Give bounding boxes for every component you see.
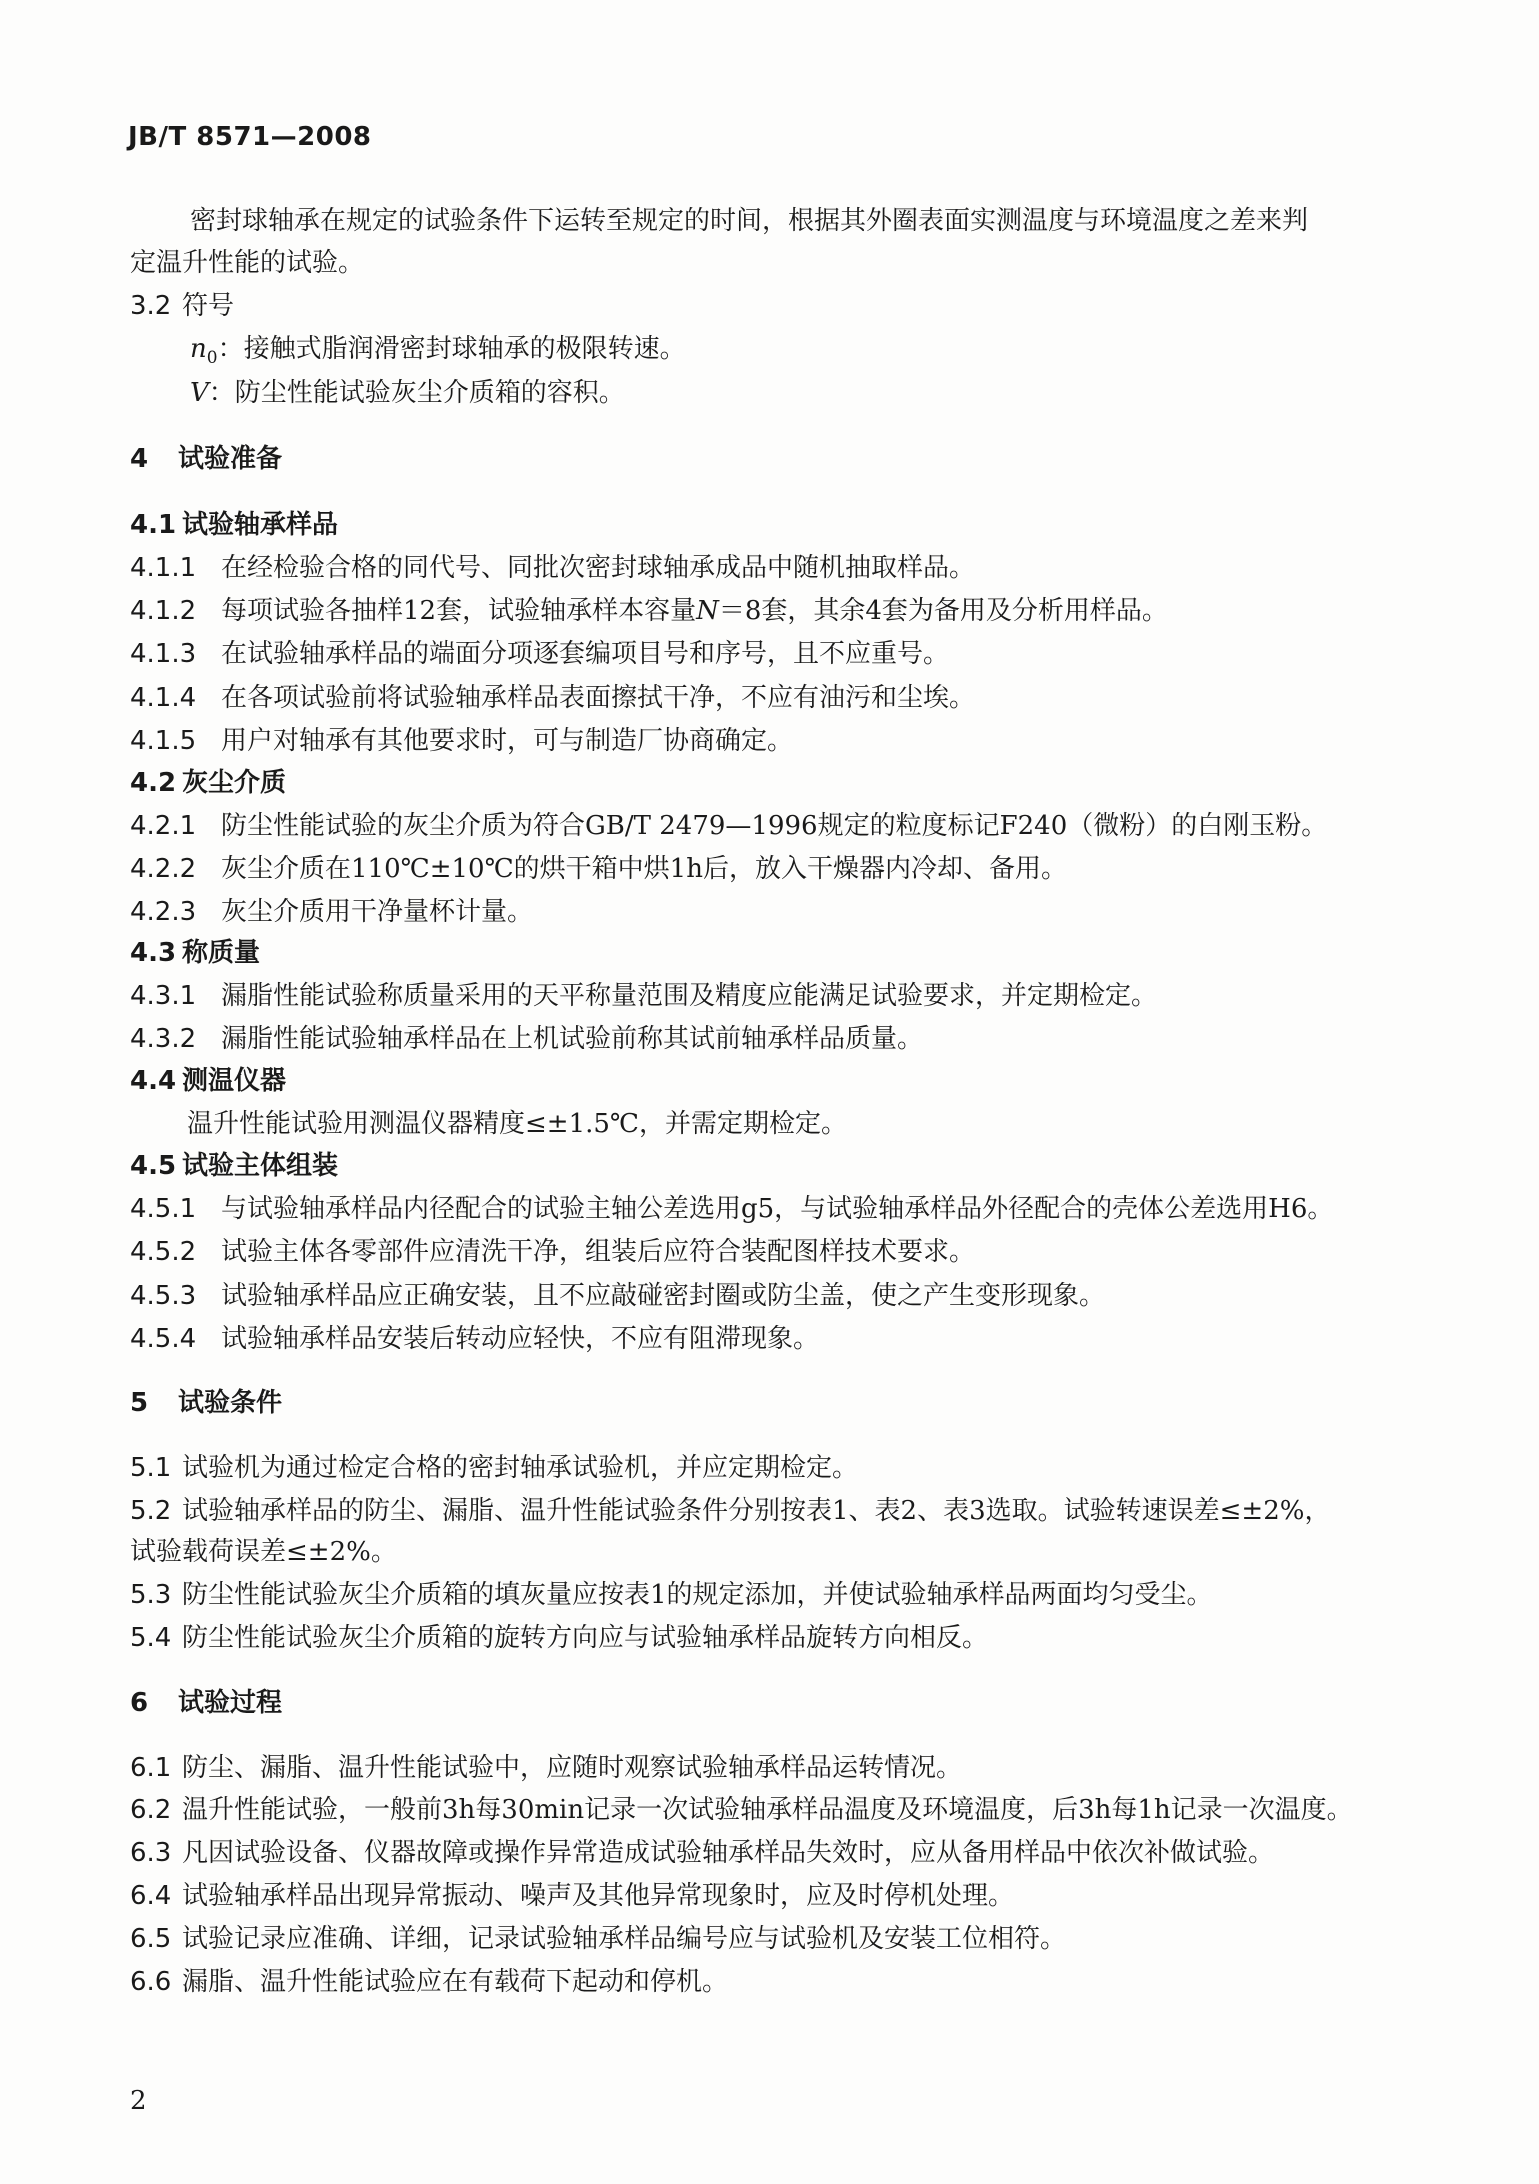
clause-4-5-3 [130, 1279, 1105, 1313]
symbol-n0-definition [190, 332, 686, 375]
clause-number: 4.1.5 [130, 726, 197, 756]
section-4-3-heading [130, 936, 260, 970]
clause-number: 4.1.2 [130, 596, 197, 626]
clause-number: 5.1 [130, 1453, 172, 1483]
clause-6-4 [130, 1879, 1014, 1913]
section-number: 4.2 [130, 768, 177, 798]
clause-text: 凡因试验设备、仪器故障或操作异常造成试验轴承样品失效时，应从备用样品中依次补做试验。 [182, 1838, 1275, 1868]
section-title: 试验过程 [178, 1688, 283, 1718]
clause-4-2-3 [130, 895, 533, 929]
section-4-4-heading [130, 1064, 286, 1098]
clause-number: 4.5.1 [130, 1194, 197, 1224]
clause-number: 6.5 [130, 1924, 172, 1954]
clause-number: 4.1.3 [130, 639, 197, 669]
symbol-subscript: 0 [206, 348, 218, 369]
section-title: 灰尘介质 [182, 768, 287, 798]
clause-number: 4.3.1 [130, 981, 197, 1011]
clause-4-2-2 [130, 852, 1067, 886]
clause-4-4-text: 温升性能试验用测温仪器精度≤±1.5℃，并需定期检定。 [187, 1109, 848, 1139]
section-3-2-heading [130, 289, 234, 323]
clause-text: 防尘、漏脂、温升性能试验中，应随时观察试验轴承样品运转情况。 [182, 1753, 963, 1783]
section-title: 试验条件 [178, 1388, 283, 1418]
symbol-v-text: ：防尘性能试验灰尘介质箱的容积。 [208, 378, 625, 408]
clause-text: 与试验轴承样品内径配合的试验主轴公差选用g5，与试验轴承样品外径配合的壳体公差选用H6。 [221, 1194, 1334, 1224]
clause-number: 4.1.1 [130, 553, 197, 583]
clause-number: 5.2 [130, 1496, 172, 1526]
clause-4-1-2 [130, 594, 1168, 628]
clause-number: 4.5.3 [130, 1281, 197, 1311]
clause-number: 6.2 [130, 1795, 172, 1825]
clause-number: 5.4 [130, 1623, 172, 1653]
clause-text: 试验轴承样品的防尘、漏脂、温升性能试验条件分别按表1、表2、表3选取。试验转速误差≤±2%， [182, 1496, 1331, 1526]
section-number: 4 [130, 444, 149, 474]
section-number: 5 [130, 1388, 149, 1418]
clause-4-5-1 [130, 1192, 1333, 1226]
clause-text: 漏脂、温升性能试验应在有载荷下起动和停机。 [182, 1967, 729, 1997]
clause-text: 用户对轴承有其他要求时，可与制造厂协商确定。 [221, 726, 794, 756]
section-number: 3.2 [130, 291, 172, 321]
clause-4-1-5 [130, 724, 793, 758]
section-5-heading [130, 1386, 282, 1420]
section-4-heading [130, 442, 282, 476]
clause-number: 4.1.4 [130, 683, 197, 713]
section-number: 4.1 [130, 510, 177, 540]
section-number: 6 [130, 1688, 149, 1718]
clause-text: 试验记录应准确、详细，记录试验轴承样品编号应与试验机及安装工位相符。 [182, 1924, 1067, 1954]
section-title: 测温仪器 [182, 1066, 287, 1096]
clause-4-1-3 [130, 637, 949, 671]
symbol-v: V [190, 378, 209, 408]
section-4-2-heading [130, 766, 286, 800]
clause-number: 6.4 [130, 1881, 172, 1911]
clause-text: 灰尘介质用干净量杯计量。 [221, 897, 534, 927]
document-code: JB/T 8571—2008 [128, 122, 372, 152]
clause-4-1-4 [130, 681, 975, 715]
clause-text: 试验轴承样品安装后转动应轻快，不应有阻滞现象。 [221, 1324, 820, 1354]
clause-4-1-1 [130, 551, 975, 585]
clause-number: 4.3.2 [130, 1024, 197, 1054]
clause-text: 试验轴承样品出现异常振动、噪声及其他异常现象时，应及时停机处理。 [182, 1881, 1015, 1911]
clause-text: 每项试验各抽样12套，试验轴承样本容量 [221, 596, 697, 626]
section-4-5-heading [130, 1149, 338, 1183]
clause-number: 4.2.1 [130, 811, 197, 841]
sample-size-symbol: N [696, 596, 719, 626]
section-number: 4.4 [130, 1066, 177, 1096]
clause-number: 6.6 [130, 1967, 172, 1997]
clause-text: 漏脂性能试验称质量采用的天平称量范围及精度应能满足试验要求，并定期检定。 [221, 981, 1158, 1011]
clause-number: 4.2.3 [130, 897, 197, 927]
clause-4-3-2 [130, 1022, 923, 1056]
clause-number: 4.5.2 [130, 1237, 197, 1267]
clause-5-4 [130, 1621, 988, 1655]
clause-number: 4.2.2 [130, 854, 197, 884]
clause-text: 试验轴承样品应正确安装，且不应敲碰密封圈或防尘盖，使之产生变形现象。 [221, 1281, 1106, 1311]
clause-text: 温升性能试验，一般前3h每30min记录一次试验轴承样品温度及环境温度，后3h每1h记录一次温度。 [182, 1795, 1353, 1825]
clause-4-5-4 [130, 1322, 819, 1356]
clause-text: 试验机为通过检定合格的密封轴承试验机，并应定期检定。 [182, 1453, 859, 1483]
clause-5-2 [130, 1494, 1330, 1528]
clause-number: 6.1 [130, 1753, 172, 1783]
clause-text: 防尘性能试验灰尘介质箱的旋转方向应与试验轴承样品旋转方向相反。 [182, 1623, 989, 1653]
clause-text: 在各项试验前将试验轴承样品表面擦拭干净，不应有油污和尘埃。 [221, 683, 976, 713]
clause-6-5 [130, 1922, 1066, 1956]
clause-number: 4.5.4 [130, 1324, 197, 1354]
section-number: 4.5 [130, 1151, 177, 1181]
clause-number: 5.3 [130, 1580, 172, 1610]
section-title: 试验主体组装 [182, 1151, 339, 1181]
intro-line-2: 定温升性能的试验。 [130, 248, 365, 278]
clause-4-5-2 [130, 1235, 975, 1269]
section-title: 试验准备 [178, 444, 283, 474]
clause-text: 灰尘介质在110℃±10℃的烘干箱中烘1h后，放入干燥器内冷却、备用。 [221, 854, 1067, 884]
clause-5-3 [130, 1578, 1213, 1612]
section-number: 4.3 [130, 938, 177, 968]
intro-line-1: 密封球轴承在规定的试验条件下运转至规定的时间，根据其外圈表面实测温度与环境温度之差来判 [190, 206, 1309, 236]
clause-text: 在经检验合格的同代号、同批次密封球轴承成品中随机抽取样品。 [221, 553, 976, 583]
section-6-heading [130, 1686, 282, 1720]
clause-4-2-1 [130, 809, 1327, 843]
clause-6-1 [130, 1751, 962, 1785]
section-4-1-heading [130, 508, 338, 542]
clause-6-3 [130, 1836, 1274, 1870]
clause-text: 防尘性能试验的灰尘介质为符合GB/T 2479—1996规定的粒度标记F240（微粉）的白刚玉粉。 [221, 811, 1328, 841]
symbol-n: n [190, 334, 207, 364]
section-title: 试验轴承样品 [182, 510, 339, 540]
clause-text-continued: ＝8套，其余4套为备用及分析用样品。 [718, 596, 1168, 626]
symbol-v-definition [190, 376, 625, 410]
clause-number: 6.3 [130, 1838, 172, 1868]
clause-5-1 [130, 1451, 858, 1485]
clause-5-2-continued: 试验载荷误差≤±2%。 [130, 1537, 397, 1567]
clause-6-2 [130, 1793, 1353, 1827]
clause-text: 防尘性能试验灰尘介质箱的填灰量应按表1的规定添加，并使试验轴承样品两面均匀受尘。 [182, 1580, 1213, 1610]
page-number: 2 [130, 2086, 147, 2116]
section-title: 称质量 [182, 938, 261, 968]
clause-4-3-1 [130, 979, 1157, 1013]
clause-text: 在试验轴承样品的端面分项逐套编项目号和序号，且不应重号。 [221, 639, 950, 669]
section-title: 符号 [182, 291, 235, 321]
clause-text: 试验主体各零部件应清洗干净，组装后应符合装配图样技术要求。 [221, 1237, 976, 1267]
symbol-n0-text: ：接触式脂润滑密封球轴承的极限转速。 [217, 334, 686, 364]
clause-6-6 [130, 1965, 728, 1999]
clause-text: 漏脂性能试验轴承样品在上机试验前称其试前轴承样品质量。 [221, 1024, 924, 1054]
